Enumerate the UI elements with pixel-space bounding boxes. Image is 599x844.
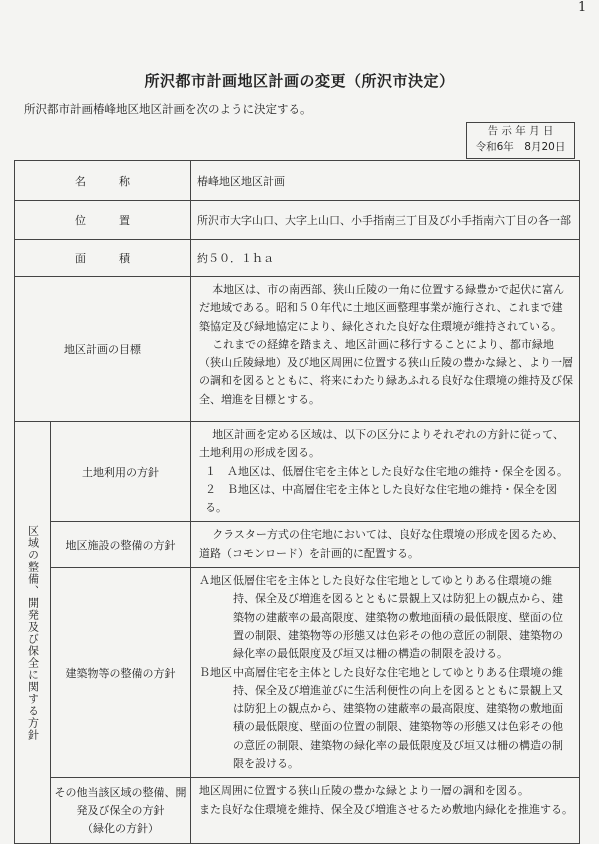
facilities-text [191, 522, 580, 568]
land-use-label: 土地利用の方針 [51, 422, 191, 522]
table-row [15, 568, 580, 778]
area-value: 約５０．１ｈａ [191, 240, 580, 277]
page-number: 1 [578, 0, 587, 15]
location-label: 位 置 [15, 201, 191, 240]
zone-b-block [199, 664, 573, 774]
zone-a-block [199, 572, 573, 663]
table-row [15, 422, 580, 522]
land-use-item-a: １ Ａ地区は、低層住宅を主体とした良好な住宅地の維持・保全を図る。 [205, 464, 568, 478]
other-policy-paragraph-2: また良好な住環境を維持、保全及び増進させるため敷地内緑化を推進する。 [199, 802, 573, 816]
land-use-item-b: ２ Ｂ地区は、中高層住宅を主体とした良好な住宅地の維持・保全を図る。 [205, 482, 557, 515]
other-policy-label-line1: その他当該区域の整備、開 [54, 785, 187, 799]
area-label: 面 積 [15, 240, 191, 277]
document-title: 所沢都市計画地区計画の変更（所沢市決定） [144, 72, 455, 90]
zone-b-text: 中高層住宅を主体とした良好な住宅地としてゆとりある住環境の維持、保全及び増進並びに生活利便性の向上を図るとともに景観上又は防犯上の観点から、建築物の建蔽率の最高限度、建築物の敷地面積の最低限度、壁面の位置の制限、建築物等の形態又は色彩その他の意匠の制限、建築物の緑化率の最低限度及び垣又は柵の構造の制限を設ける。 [233, 665, 563, 771]
goal-text [191, 277, 580, 422]
facilities-label: 地区施設の整備の方針 [51, 522, 191, 568]
goal-paragraph-1: 本地区は、市の南西部、狭山丘陵の一角に位置する緑豊かで起伏に富んだ地域である。昭和５０年代に土地区画整理事業が施行され、これまで建築協定及び緑地協定により、緑化された良好な住環境が維持されている。 [199, 283, 565, 333]
table-row [15, 277, 580, 422]
goal-paragraph-2: これまでの経緯を踏まえ、地区計画に移行することにより、都市緑地（狭山丘陵緑地）及び地区周囲に位置する狭山丘陵の豊かな緑と、より一層の調和を図るとともに、将来にわたり緑あふれる良好な住環境の維持及び保全、増進を目標とする。 [199, 337, 573, 406]
notice-date-label: 告 示 年 月 日 [487, 125, 554, 137]
land-use-text [191, 422, 580, 522]
table-row [15, 778, 580, 844]
table-row [15, 161, 580, 201]
notice-date-value: 令和6年 8月20日 [475, 141, 566, 153]
other-policy-label [51, 778, 191, 844]
zone-a-label: Ａ地区 [199, 574, 232, 588]
document-intro: 所沢都市計画椿峰地区地区計画を次のように決定する。 [24, 102, 312, 116]
policy-group-cell [15, 422, 51, 844]
zone-b-label: Ｂ地区 [199, 665, 232, 679]
notice-date-box [466, 122, 575, 159]
other-policy-label-line2: 発及び保全の方針 [76, 803, 165, 817]
other-policy-label-line3: （緑化の方針） [82, 821, 159, 835]
district-plan-table [14, 160, 580, 844]
table-row [15, 201, 580, 240]
other-policy-paragraph-1: 地区周囲に位置する狭山丘陵の豊かな緑とより一層の調和を図る。 [199, 784, 529, 798]
zone-a-text: 低層住宅を主体とした良好な住宅地としてゆとりある住環境の維持、保全及び増進を図るとともに景観上又は防犯上の観点から、建築物の建蔽率の最高限度、建築物の敷地面積の最低限度、壁面の位置の制限、建築物等の形態又は色彩その他の意匠の制限、建築物の緑化率の最低限度及び垣又は柵の構造の制限を設ける。 [233, 574, 563, 661]
name-label: 名 称 [15, 161, 191, 201]
name-value: 椿峰地区地区計画 [191, 161, 580, 201]
table-row [15, 522, 580, 568]
buildings-text [191, 568, 580, 778]
policy-group-label: 区域の整備、開発及び保全に関する方針 [26, 524, 40, 741]
table-row [15, 240, 580, 277]
buildings-label: 建築物等の整備の方針 [51, 568, 191, 778]
other-policy-text [191, 778, 580, 844]
facilities-paragraph: クラスター方式の住宅地においては、良好な住環境の形成を図るため、道路（コモンロード）を計画的に配置する。 [199, 528, 564, 560]
goal-label: 地区計画の目標 [15, 277, 191, 422]
land-use-intro: 地区計画を定める区域は、以下の区分によりそれぞれの方針に従って、土地利用の形成を図る。 [199, 428, 564, 460]
location-value: 所沢市大字山口、大字上山口、小手指南三丁目及び小手指南六丁目の各一部 [191, 201, 580, 240]
